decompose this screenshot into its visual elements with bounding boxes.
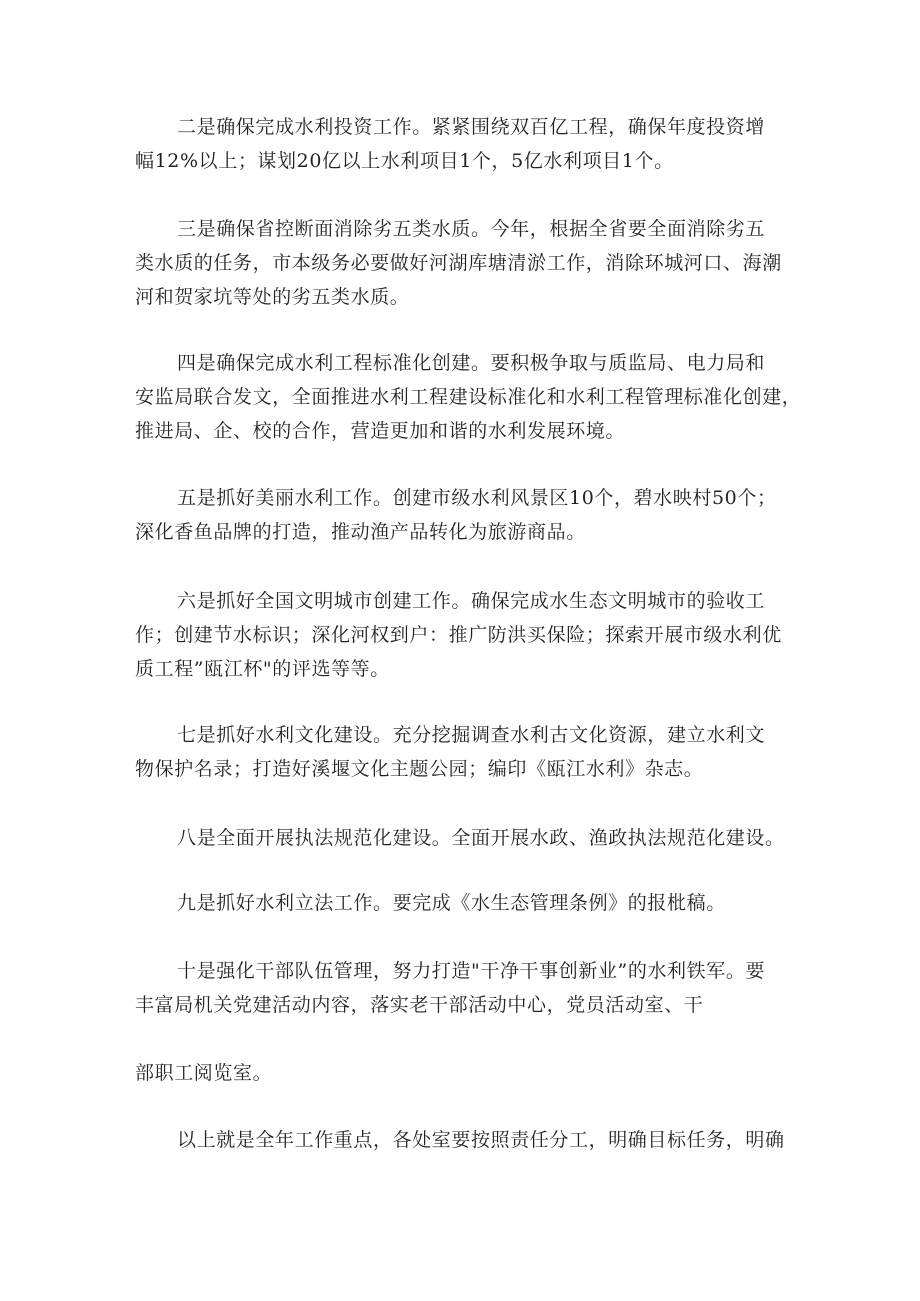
paragraph-line: 以上就是全年工作重点，各处室要按照责任分工，明确目标任务，明确 <box>177 1129 785 1151</box>
paragraph-cadre-management <box>135 954 795 1022</box>
paragraph-law-enforcement <box>135 821 795 855</box>
paragraph-water-quality <box>135 212 795 314</box>
paragraph-line: 二是确保完成水利投资工作。紧紧围绕双百亿工程，确保年度投资增 <box>177 116 766 138</box>
paragraph-line: 类水质的任务，市本级务必要做好河湖库塘清淤工作，消除环城河口、海潮 <box>135 252 782 274</box>
paragraph-water-culture <box>135 718 795 786</box>
paragraph-line: 深化香鱼品牌的打造，推动渔产品转化为旅游商品。 <box>135 521 586 543</box>
paragraph-line: 三是确保省控断面消除劣五类水质。今年，根据全省要全面消除劣五 <box>177 218 766 240</box>
paragraph-line: 物保护名录；打造好溪堰文化主题公园；编印《瓯江水利》杂志。 <box>135 758 704 780</box>
paragraph-line: 质工程”瓯江杯"的评选等等。 <box>135 658 390 680</box>
paragraph-conclusion <box>135 1123 795 1157</box>
paragraph-civilized-city <box>135 584 795 686</box>
paragraph-reading-room <box>135 1056 795 1090</box>
paragraph-line: 九是抓好水利立法工作。要完成《水生态管理条例》的报枇稿。 <box>177 892 726 914</box>
paragraph-line: 七是抓好水利文化建设。充分挖掘调查水利古文化资源，建立水利文 <box>177 724 766 746</box>
paragraph-beautiful-water <box>135 481 795 549</box>
paragraph-line: 部职工阅览室。 <box>135 1062 273 1084</box>
paragraph-legislation <box>135 886 795 920</box>
paragraph-line: 安监局联合发文，全面推进水利工程建设标准化和水利工程管理标准化创建， <box>135 386 802 408</box>
paragraph-line: 六是抓好全国文明城市创建工作。确保完成水生态文明城市的验收工 <box>177 590 766 612</box>
paragraph-line: 河和贺家坑等处的劣五类水质。 <box>135 286 410 308</box>
paragraph-line: 四是确保完成水利工程标准化创建。要积极争取与质监局、电力局和 <box>177 352 766 374</box>
paragraph-standardization <box>135 346 802 448</box>
paragraph-line: 丰富局机关党建活动内容，落实老干部活动中心，党员活动室、干 <box>135 994 704 1016</box>
paragraph-line: 推进局、企、校的合作，营造更加和谐的水利发展环境。 <box>135 420 626 442</box>
paragraph-line: 五是抓好美丽水利工作。创建市级水利风景区10个，碧水映村50个； <box>177 487 777 509</box>
paragraph-line: 作；创建节水标识；深化河权到户：推广防洪买保险；探索开展市级水利优 <box>135 624 782 646</box>
paragraph-line: 十是强化干部队伍管理，努力打造"干净干事创新业”的水利铁军。要 <box>177 960 766 982</box>
paragraph-investment <box>135 110 795 178</box>
paragraph-line: 八是全面开展执法规范化建设。全面开展水政、渔政执法规范化建设。 <box>177 827 785 849</box>
paragraph-line: 幅12%以上；谋划20亿以上水利项目1个，5亿水利项目1个。 <box>135 150 674 172</box>
